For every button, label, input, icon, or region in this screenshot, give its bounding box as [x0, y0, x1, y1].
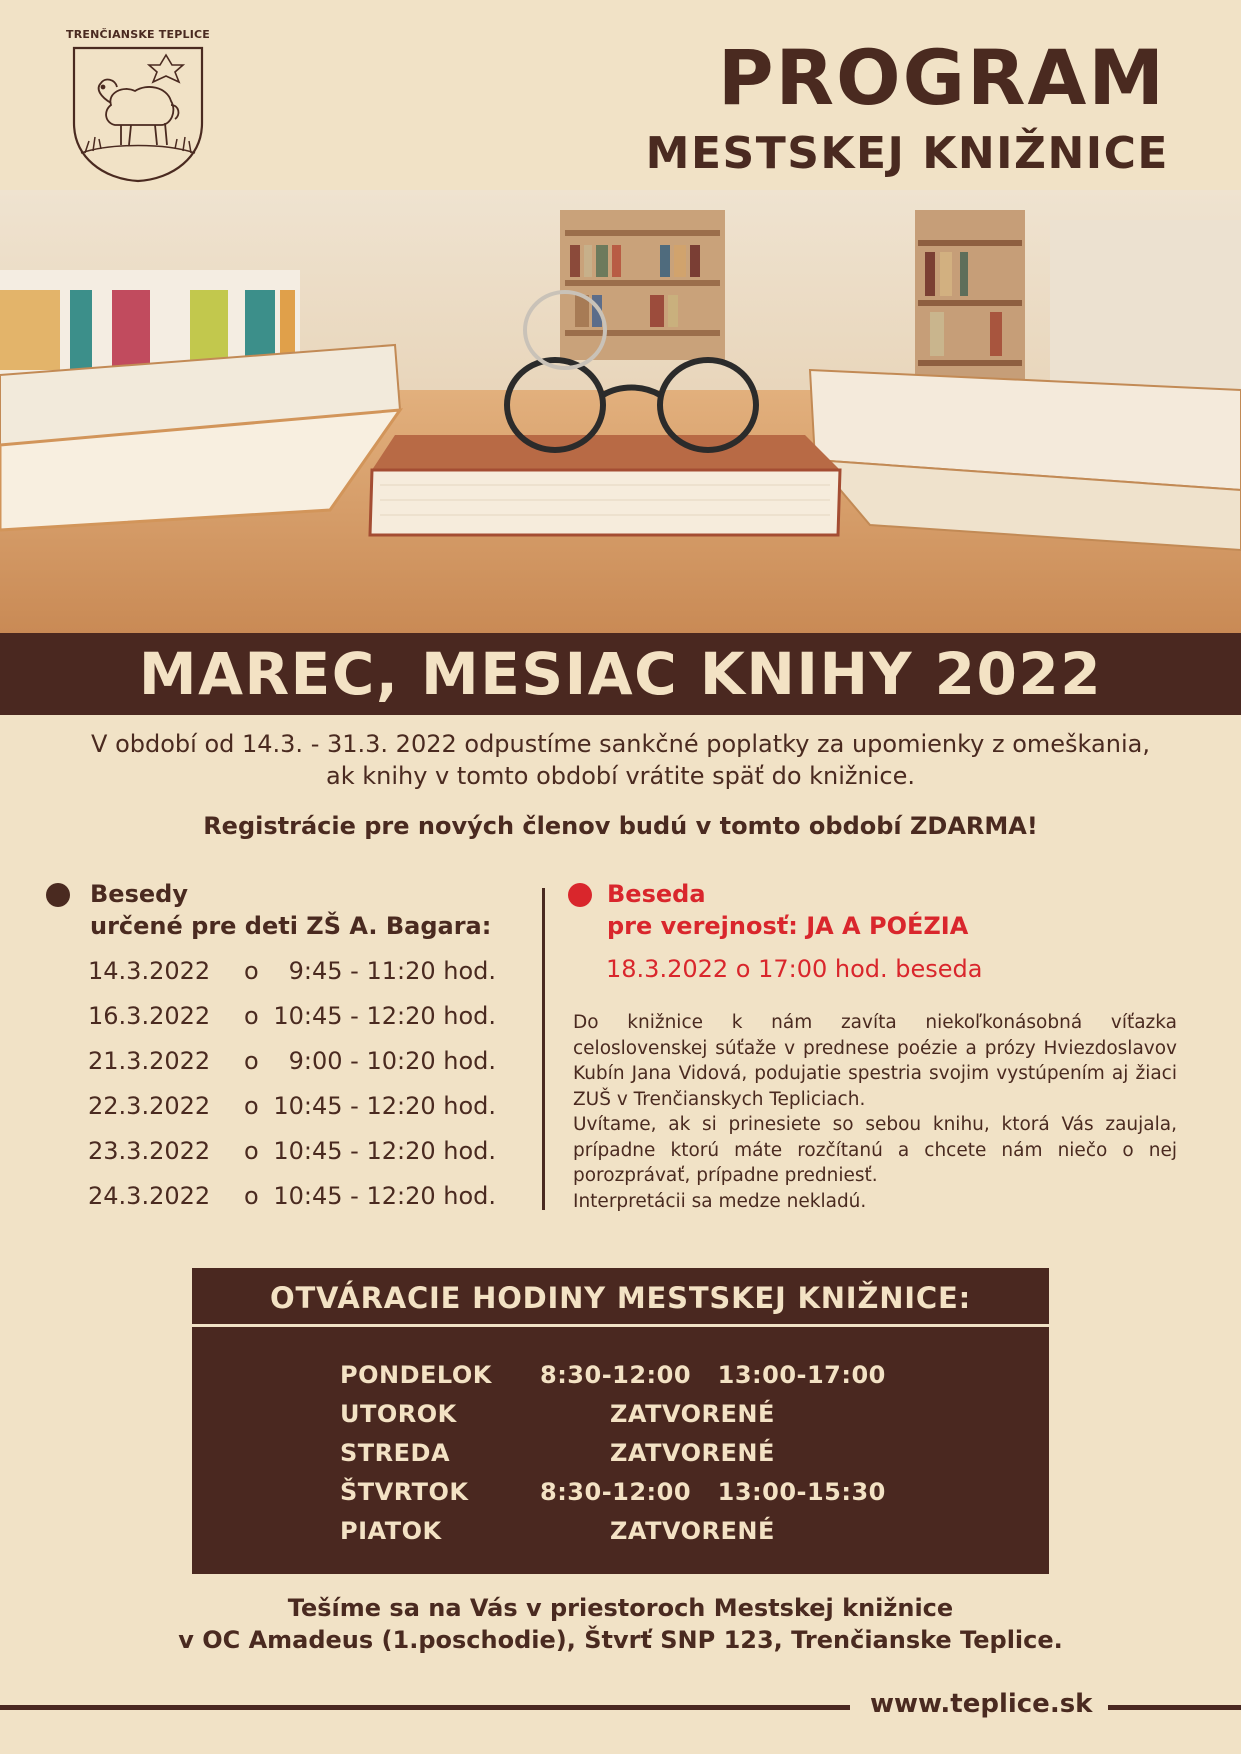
opening-hours-title: OTVÁRACIE HODINY MESTSKEJ KNIŽNICE: [192, 1268, 1049, 1327]
event-description [573, 1010, 1177, 1214]
session-time: 10:45 - 12:20 hod. [273, 1137, 496, 1165]
intro-line-2: ak knihy v tomto období vrátite späť do knižnice. [326, 762, 915, 790]
session-row [88, 999, 496, 1044]
session-list [88, 954, 496, 1224]
hours-time: ZATVORENÉ [610, 1517, 775, 1545]
session-row [88, 1044, 496, 1089]
poster-subtitle: MESTSKEJ KNIŽNICE [645, 128, 1169, 179]
opening-hours-list [340, 1356, 960, 1551]
town-name: TRENČIANSKE TEPLICE [66, 28, 210, 41]
coat-of-arms-icon [71, 45, 205, 183]
intro-line-1: V období od 14.3. - 31.3. 2022 odpustíme sankčné poplatky za upomienky z omeškania, [91, 730, 1150, 758]
session-time: 10:45 - 12:20 hod. [273, 1092, 496, 1120]
bullet-dot-icon [46, 883, 70, 907]
public-talk-subtitle: pre verejnosť: JA A POÉZIA [607, 912, 969, 940]
bottom-rule [0, 1705, 850, 1710]
website-link[interactable]: www.teplice.sk [870, 1689, 1093, 1719]
session-row [88, 1179, 496, 1224]
session-o: o [244, 1182, 259, 1210]
session-date: 22.3.2022 [88, 1092, 211, 1120]
session-date: 16.3.2022 [88, 1002, 211, 1030]
hours-time: 8:30-12:00 13:00-15:30 [540, 1478, 886, 1506]
session-o: o [244, 1137, 259, 1165]
children-talks-subtitle: určené pre deti ZŠ A. Bagara: [90, 912, 492, 940]
month-banner: MAREC, MESIAC KNIHY 2022 [0, 633, 1241, 715]
hours-day: STREDA [340, 1439, 451, 1467]
session-date: 14.3.2022 [88, 957, 211, 985]
session-time: 10:45 - 12:20 hod. [273, 1182, 496, 1210]
session-row [88, 954, 496, 999]
session-row [88, 1089, 496, 1134]
hours-day: ŠTVRTOK [340, 1478, 469, 1506]
session-o: o [244, 1047, 259, 1075]
session-o: o [244, 1002, 259, 1030]
bottom-rule [1108, 1705, 1241, 1710]
session-o: o [244, 1092, 259, 1120]
hours-time: ZATVORENÉ [610, 1439, 775, 1467]
session-date: 21.3.2022 [88, 1047, 211, 1075]
hours-time: ZATVORENÉ [610, 1400, 775, 1428]
library-photo [0, 190, 1241, 633]
registration-note: Registrácie pre nových členov budú v tomto období ZDARMA! [203, 812, 1038, 840]
hours-day: UTOROK [340, 1400, 457, 1428]
event-date: 18.3.2022 o 17:00 hod. beseda [606, 955, 983, 983]
column-divider [542, 888, 545, 1210]
intro-text [0, 728, 1241, 792]
session-time: 10:45 - 12:20 hod. [273, 1002, 496, 1030]
session-date: 24.3.2022 [88, 1182, 211, 1210]
children-talks-heading [90, 878, 491, 942]
event-desc-para: Uvítame, ak si prinesiete so sebou knihu, ktorá Vás zaujala, prípadne ktorú máte rozčítanú a chcete nám niečo o nej porozprávať, prípadne predniesť. [573, 1114, 1177, 1186]
town-crest [58, 28, 218, 187]
session-o: o [244, 957, 259, 985]
footer-note [0, 1592, 1241, 1656]
event-desc-para: Do knižnice k nám zavíta niekoľkonásobná víťazka celoslovenskej súťaže v prednese poézie a prózy Hviezdoslavov Kubín Jana Vidová, podujatie spestria svojim vystúpením aj žiaci ZUŠ v Trenčianskych Tepliciach. [573, 1012, 1177, 1110]
hours-row [340, 1473, 960, 1512]
hours-row [340, 1512, 960, 1551]
bullet-dot-icon [568, 883, 592, 907]
footer-line-2: v OC Amadeus (1.poschodie), Štvrť SNP 123, Trenčianske Teplice. [178, 1626, 1063, 1654]
hours-time: 8:30-12:00 13:00-17:00 [540, 1361, 886, 1389]
session-time: 9:45 - 11:20 hod. [288, 957, 496, 985]
event-desc-para: Interpretácii sa medze nekladú. [573, 1190, 867, 1212]
footer-line-1: Tešíme sa na Vás v priestoroch Mestskej knižnice [287, 1594, 954, 1622]
poster-title: PROGRAM [717, 33, 1166, 122]
opening-hours-box [192, 1268, 1049, 1574]
hours-row [340, 1434, 960, 1473]
session-time: 9:00 - 10:20 hod. [288, 1047, 496, 1075]
public-talk-heading [607, 878, 968, 942]
hours-day: PIATOK [340, 1517, 442, 1545]
hours-row [340, 1356, 960, 1395]
session-row [88, 1134, 496, 1179]
session-date: 23.3.2022 [88, 1137, 211, 1165]
children-talks-title: Besedy [90, 880, 188, 908]
hours-day: PONDELOK [340, 1361, 492, 1389]
public-talk-title: Beseda [607, 880, 706, 908]
hours-row [340, 1395, 960, 1434]
